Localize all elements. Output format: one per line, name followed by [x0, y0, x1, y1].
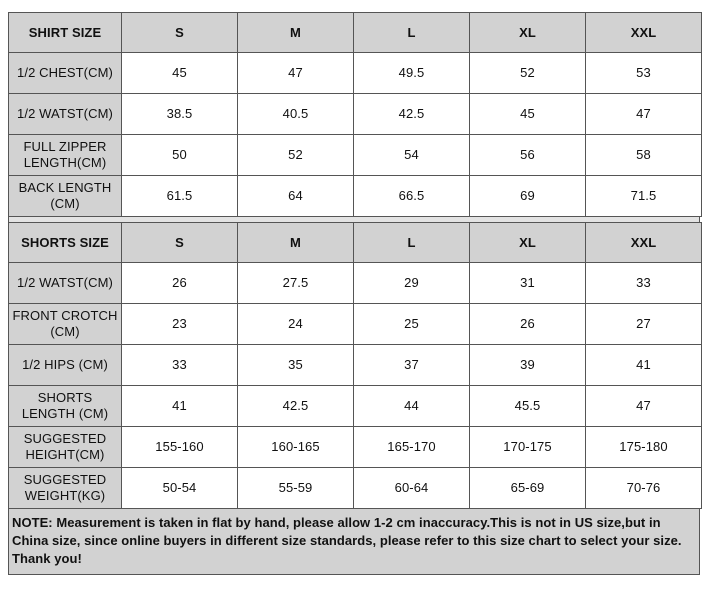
measurement-value: 175-180 — [586, 427, 702, 468]
measurement-value: 58 — [586, 135, 702, 176]
measurement-value: 29 — [354, 263, 470, 304]
measurement-value: 65-69 — [470, 468, 586, 509]
size-chart — [8, 12, 700, 575]
measurement-value: 54 — [354, 135, 470, 176]
table-row — [9, 468, 702, 509]
table-row — [9, 304, 702, 345]
size-column-header: XXL — [586, 223, 702, 263]
measurement-label: 1/2 CHEST(CM) — [9, 53, 122, 94]
shorts-header-row — [9, 223, 702, 263]
measurement-value: 42.5 — [354, 94, 470, 135]
measurement-value: 47 — [238, 53, 354, 94]
measurement-value: 23 — [122, 304, 238, 345]
measurement-value: 40.5 — [238, 94, 354, 135]
measurement-value: 33 — [586, 263, 702, 304]
shirt-size-header: SHIRT SIZE — [9, 13, 122, 53]
measurement-value: 27 — [586, 304, 702, 345]
size-column-header: M — [238, 13, 354, 53]
measurement-note: NOTE: Measurement is taken in flat by hand, please allow 1-2 cm inaccuracy.This is not in US size,but in China size, since online buyers in different size standards, please refer to this size chart to select your size. Thank you! — [8, 509, 700, 575]
measurement-value: 45 — [122, 53, 238, 94]
measurement-value: 155-160 — [122, 427, 238, 468]
measurement-value: 45.5 — [470, 386, 586, 427]
measurement-value: 42.5 — [238, 386, 354, 427]
size-column-header: L — [354, 13, 470, 53]
measurement-value: 38.5 — [122, 94, 238, 135]
measurement-value: 71.5 — [586, 176, 702, 217]
table-row — [9, 427, 702, 468]
size-column-header: XL — [470, 13, 586, 53]
measurement-value: 170-175 — [470, 427, 586, 468]
table-row — [9, 263, 702, 304]
table-row — [9, 94, 702, 135]
measurement-value: 27.5 — [238, 263, 354, 304]
shirt-header-row — [9, 13, 702, 53]
size-column-header: S — [122, 223, 238, 263]
table-row — [9, 386, 702, 427]
measurement-value: 64 — [238, 176, 354, 217]
measurement-value: 60-64 — [354, 468, 470, 509]
size-column-header: XL — [470, 223, 586, 263]
measurement-label: 1/2 WATST(CM) — [9, 94, 122, 135]
measurement-label: FRONT CROTCH (CM) — [9, 304, 122, 345]
measurement-value: 26 — [122, 263, 238, 304]
measurement-label: FULL ZIPPER LENGTH(CM) — [9, 135, 122, 176]
measurement-label: BACK LENGTH (CM) — [9, 176, 122, 217]
measurement-value: 47 — [586, 94, 702, 135]
measurement-value: 53 — [586, 53, 702, 94]
shorts-size-header: SHORTS SIZE — [9, 223, 122, 263]
measurement-value: 50-54 — [122, 468, 238, 509]
measurement-label: SHORTS LENGTH (CM) — [9, 386, 122, 427]
shirt-size-table — [8, 12, 702, 217]
measurement-value: 56 — [470, 135, 586, 176]
size-column-header: M — [238, 223, 354, 263]
measurement-value: 66.5 — [354, 176, 470, 217]
table-row — [9, 345, 702, 386]
measurement-value: 47 — [586, 386, 702, 427]
table-row — [9, 135, 702, 176]
measurement-value: 61.5 — [122, 176, 238, 217]
measurement-value: 37 — [354, 345, 470, 386]
measurement-value: 52 — [238, 135, 354, 176]
measurement-value: 25 — [354, 304, 470, 345]
measurement-label: SUGGESTED HEIGHT(CM) — [9, 427, 122, 468]
measurement-label: 1/2 HIPS (CM) — [9, 345, 122, 386]
measurement-value: 44 — [354, 386, 470, 427]
measurement-value: 26 — [470, 304, 586, 345]
measurement-value: 41 — [122, 386, 238, 427]
measurement-label: SUGGESTED WEIGHT(KG) — [9, 468, 122, 509]
shirt-table-body — [9, 13, 702, 217]
measurement-label: 1/2 WATST(CM) — [9, 263, 122, 304]
measurement-value: 69 — [470, 176, 586, 217]
size-column-header: S — [122, 13, 238, 53]
measurement-value: 41 — [586, 345, 702, 386]
measurement-value: 52 — [470, 53, 586, 94]
measurement-value: 50 — [122, 135, 238, 176]
shorts-table-body — [9, 223, 702, 509]
shorts-size-table — [8, 222, 702, 509]
measurement-value: 39 — [470, 345, 586, 386]
measurement-value: 165-170 — [354, 427, 470, 468]
measurement-value: 33 — [122, 345, 238, 386]
measurement-value: 24 — [238, 304, 354, 345]
table-row — [9, 176, 702, 217]
measurement-value: 55-59 — [238, 468, 354, 509]
measurement-value: 31 — [470, 263, 586, 304]
table-row — [9, 53, 702, 94]
measurement-value: 70-76 — [586, 468, 702, 509]
measurement-value: 35 — [238, 345, 354, 386]
measurement-value: 49.5 — [354, 53, 470, 94]
measurement-value: 45 — [470, 94, 586, 135]
size-column-header: L — [354, 223, 470, 263]
size-column-header: XXL — [586, 13, 702, 53]
measurement-value: 160-165 — [238, 427, 354, 468]
